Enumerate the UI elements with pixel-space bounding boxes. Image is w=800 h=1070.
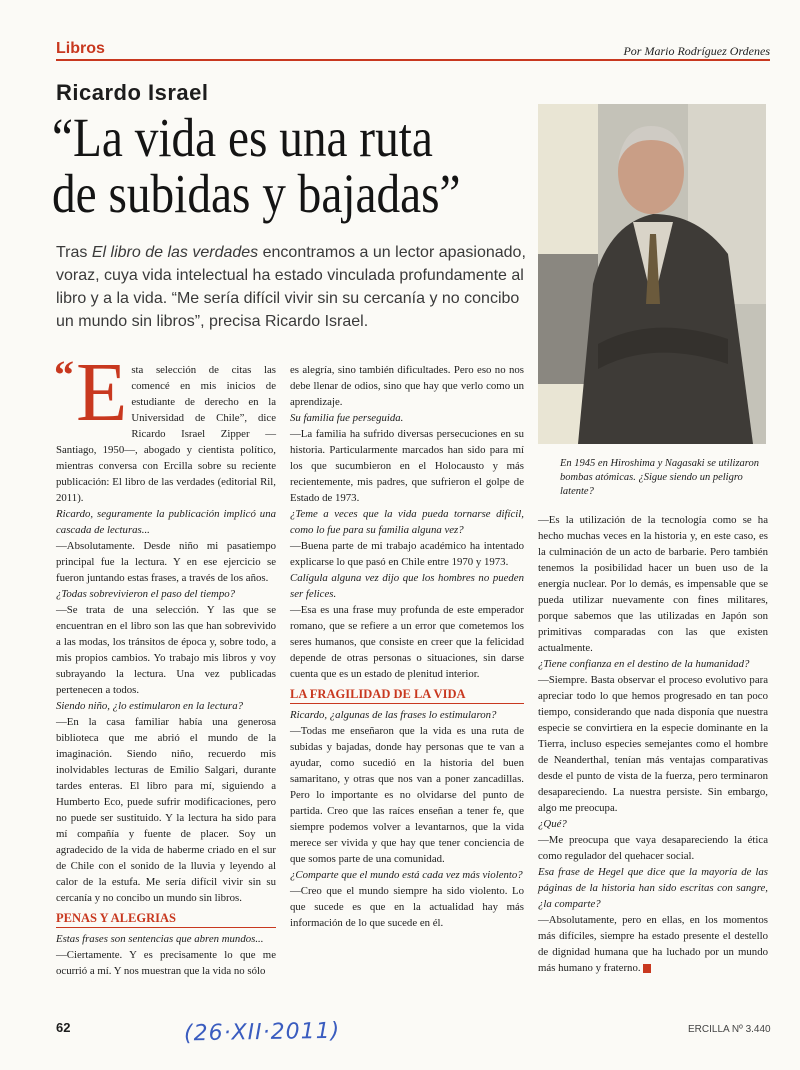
photo-caption: En 1945 en Hiroshima y Nagasaki se utilizaron bombas atómicas. ¿Sigue siendo un peligro latente? — [560, 458, 760, 497]
question: Estas frases son sentencias que abren mundos... — [56, 933, 264, 945]
dropcap-group — [54, 346, 128, 439]
portrait-illustration — [538, 104, 766, 444]
answer-final — [538, 912, 768, 976]
answer-text: —Absolutamente, pero en ellas, en los momentos más difíciles, siempre ha estado presente el destello de dignidad humana que ha luchado por un mundo más humano y fraterno. — [538, 914, 768, 974]
answer: —La familia ha sufrido diversas persecuciones en su historia. Particularmente marcados han sido para mí los que sucumbieron en el Holocausto y más recientemente, mis padres, que sufrieron el golpe de Estado de 1973. — [290, 428, 524, 504]
open-quote-mark: “ — [54, 352, 74, 397]
question: Ricardo, seguramente la publicación implicó una cascada de lecturas... — [56, 508, 276, 536]
answer: —Buena parte de mi trabajo académico ha intentado explicarse lo que pasó en Chile entre 1970 y 1973. — [290, 540, 524, 568]
question: ¿Todas sobrevivieron el paso del tiempo? — [56, 588, 236, 600]
headline-line-1: “La vida es una ruta — [52, 107, 433, 168]
answer: —Todas me enseñaron que la vida es una ruta de subidas y bajadas, donde hay personas que te van a ayudar, como sucedió en la historia del buen samaritano, y otras que nos van a poner zancadillas. Pero lo importante es no olvidarse del punto de partida. Creo que las raíces enseñan a tener fe, que siempre podemos volver a levantarnos, que la vida merece ser vivida y que hay que tener conciencia de que somos parte de una comunidad. — [290, 725, 524, 865]
answer: —Se trata de una selección. Y las que se encuentran en el libro son las que han sobrevivido a las modas, los tránsitos de época y, sobre todo, a mis propios cambios. Yo trabajo mis libros y voy subrayando la lectura. Una vez publicadas pertenecen a todos. — [56, 604, 276, 696]
header-rule — [56, 59, 770, 61]
answer: —Me preocupa que vaya desapareciendo la ética como regulador del quehacer social. — [538, 834, 768, 862]
section-label: Libros — [56, 40, 105, 57]
lead-pre: Tras — [56, 244, 92, 261]
page-number: 62 — [56, 1020, 71, 1035]
question: Su familia fue perseguida. — [290, 412, 404, 424]
dropcap-letter: E — [76, 346, 128, 439]
person-name: Ricardo Israel — [56, 80, 209, 105]
column-2 — [290, 362, 524, 931]
answer: —Esa es una frase muy profunda de este emperador romano, que se refiere a un error que cometemos los seres humanos, que consiste en creer que la felicidad depende de otras personas o situaciones, sin darse cuenta que es un estado de plenitud interior. — [290, 604, 524, 680]
author-byline: Por Mario Rodríguez Ordenes — [623, 44, 770, 58]
answer: —Ciertamente. Y es precisamente lo que me ocurrió a mí. Y nos muestran que la vida no sólo — [56, 949, 276, 977]
intro-text: sta selección de citas las comencé en mis inicios de estudiante de derecho en la Universidad de Chile”, dice Ricardo Israel Zipper —Santiago, 1950—, abogado y cientista político, mientras conversa con Ercilla sobre su reciente publicación: El libro de las verdades (editorial Ril, 2011). — [56, 364, 276, 504]
subhead-fragilidad: LA FRAGILIDAD DE LA VIDA — [290, 686, 524, 704]
question: Calígula alguna vez dijo que los hombres no pueden ser felices. — [290, 572, 524, 600]
answer: —Absolutamente. Desde niño mi pasatiempo principal fue la lectura. Y en ese ejercicio se fueron juntando estas frases, a través de los años. — [56, 540, 276, 584]
subhead-penas: PENAS Y ALEGRIAS — [56, 910, 276, 928]
answer: —Siempre. Basta observar el proceso evolutivo para apreciar todo lo que hemos progresado en tan poco tiempo, considerando que nada disponía que nuestra especie se convirtiera en la especie dominante en la Tierra, incluso especies semejantes como el hombre de Neanderthal, tenían más ventajas comparativas desde el punto de vista de la fuerza, pero terminaron desapareciendo. La nuestra persiste. Sin embargo, algo me preocupa. — [538, 674, 768, 814]
question: ¿Teme a veces que la vida pueda tornarse difícil, como lo fue para su familia alguna vez? — [290, 508, 524, 536]
headline — [52, 107, 461, 224]
magazine-issue: ERCILLA Nº 3.440 — [688, 1024, 771, 1035]
question: Ricardo, ¿algunas de las frases lo estimularon? — [290, 709, 497, 721]
lead-book-title: El libro de las verdades — [91, 244, 259, 261]
lead-paragraph — [56, 241, 526, 333]
answer: —Creo que el mundo siempre ha sido violento. Lo que sucede es que en la actualidad hay más información de lo que sucede en él. — [290, 885, 524, 929]
column-1 — [54, 346, 276, 979]
answer-continued: es alegría, sino también dificultades. Pero eso no nos debe llenar de odios, sino que hay que verlo como un aprendizaje. — [290, 364, 524, 408]
question: ¿Tiene confianza en el destino de la humanidad? — [538, 658, 750, 670]
question: ¿Comparte que el mundo está cada vez más violento? — [290, 869, 523, 881]
question: Esa frase de Hegel que dice que la mayoría de las páginas de la historia han sido escritas con sangre, ¿la comparte? — [538, 866, 768, 910]
end-mark-icon — [643, 964, 651, 973]
portrait-photo — [538, 104, 766, 444]
lead-post: encontramos a un lector apasionado, voraz, cuya vida intelectual ha estado vinculada profundamente al libro y a la vida. “Me sería difícil vivir sin su cercanía y no concibo un mundo sin libros”, precisa Ricardo Israel. — [56, 244, 526, 330]
question: Siendo niño, ¿lo estimularon en la lectura? — [56, 700, 244, 712]
handwritten-date: (26·XII·2011) — [183, 1018, 341, 1047]
answer: —En la casa familiar había una generosa biblioteca que me abrió el mundo de la imaginación. Siendo niño, recuerdo mis inolvidables lecturas de Emilio Salgari, durante tardes enteras. El libro para mí, siguiendo a Humberto Eco, puede sufrir modificaciones, pero no puede ser sustituido. Y la lectura ha sido para mí compañía y fuente de placer. Soy un agradecido de la vida de haberme criado en el sur de Chile con el sonido de la lluvia y leyendo al calor de la estufa. Me sería difícil vivir sin su cercanía y no concibo un mundo sin libros. — [56, 716, 276, 904]
column-3 — [538, 512, 768, 976]
headline-line-2: de subidas y bajadas” — [52, 163, 461, 224]
question: ¿Qué? — [538, 818, 567, 830]
intro-paragraph — [54, 346, 276, 506]
answer: —Es la utilización de la tecnología como se ha hecho muchas veces en la historia y, en este caso, es la culminación de un acto de barbarie. Pero también tenemos la posibilidad hacer un buen uso de la energía nuclear. Por lo demás, es impensable que se pueda utilizar nuevamente con fines militares, porque sabemos que las utilizadas en Japón son primitivas comparadas con las que existen actualmente. — [538, 514, 768, 654]
